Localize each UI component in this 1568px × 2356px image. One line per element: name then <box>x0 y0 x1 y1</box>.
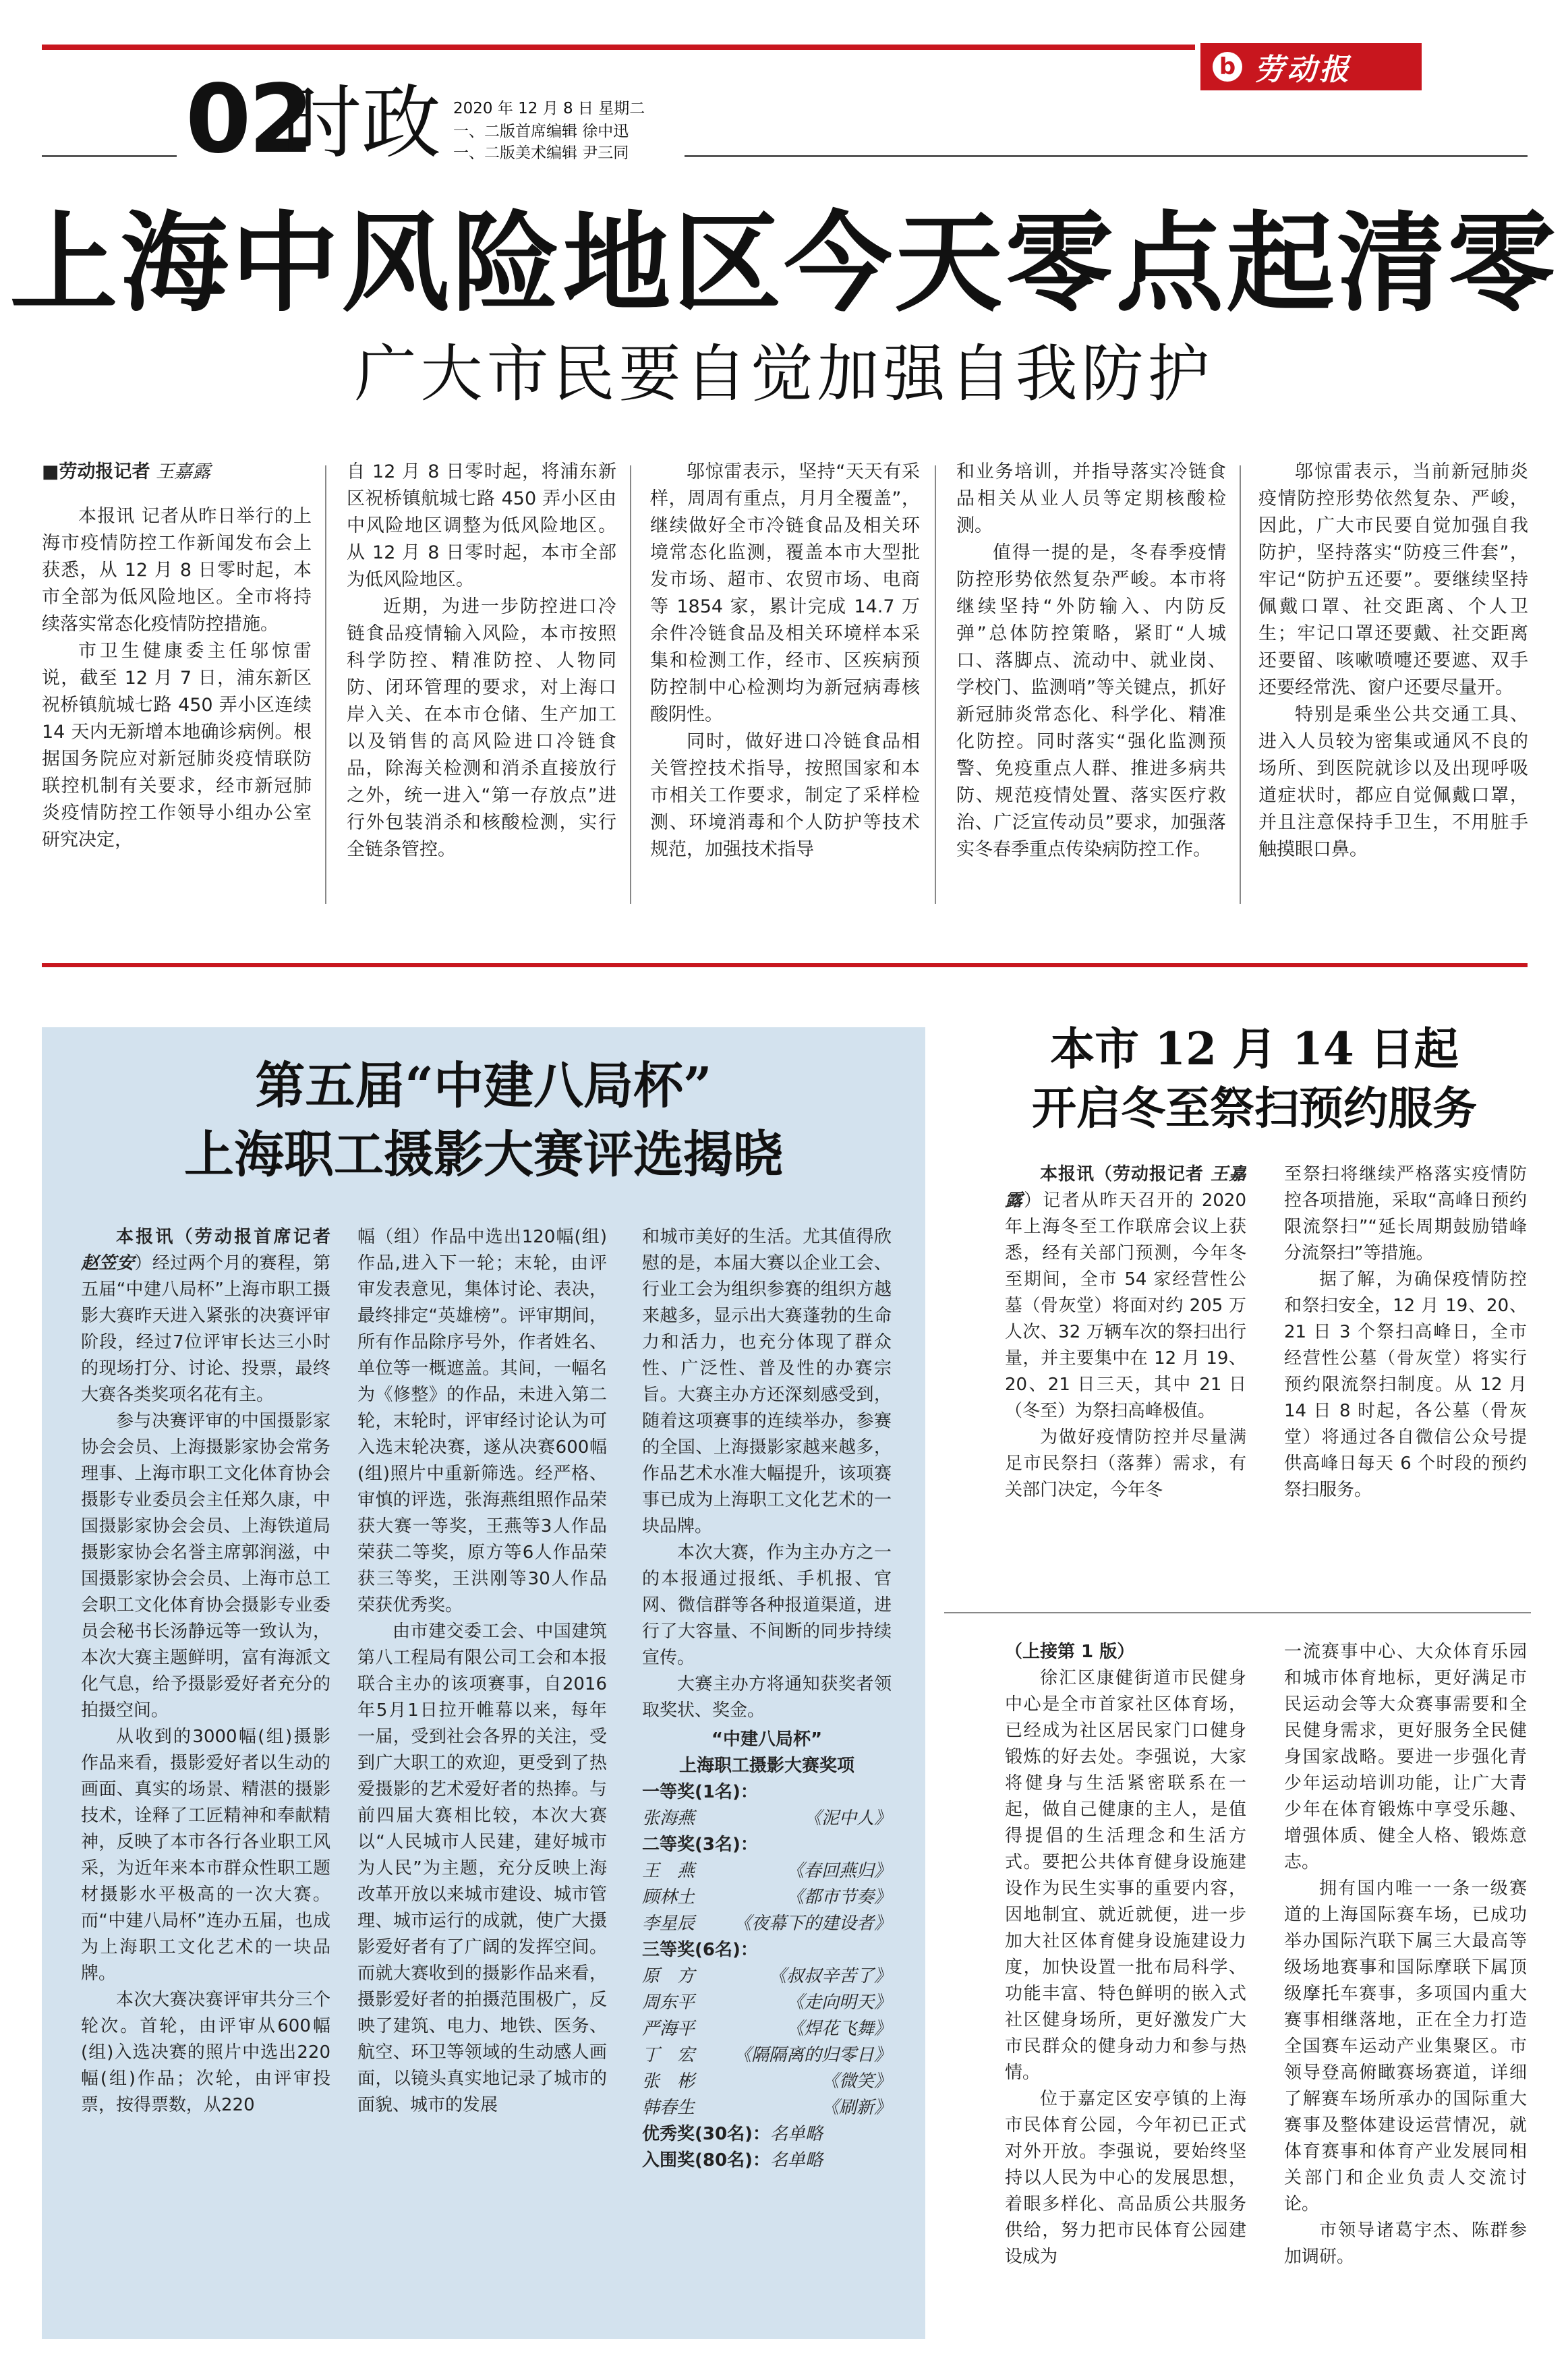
award-entry: 王 燕 《春回燕归》 <box>642 1861 892 1881</box>
photo-col-1-p1: 本报讯（劳动报首席记者 赵笠安）经过两个月的赛程，第五届“中建八局杯”上海市职工摄影大赛昨天进入紧张的决赛评审阶段，经过7位评审长达三小时的现场打分、讨论、投票，最终大赛各类奖项名花有主。 <box>81 1227 330 1405</box>
logo-text: 劳动报 <box>1254 53 1352 87</box>
lead-col-5-p2: 特别是乘坐公共交通工具、进入人员较为密集或通风不良的场所、到医院就诊以及出现呼吸道症状时，都应自觉佩戴口罩，并且注意保持手卫生，不用脏手触摸眼口鼻。 <box>1258 704 1528 860</box>
entry-prize: 入围奖(80名)：名单略 <box>642 2150 823 2171</box>
award-entry: 严海平 《焊花飞舞》 <box>642 2019 892 2039</box>
award-entry: 韩春生 《刷新》 <box>642 2098 892 2118</box>
sports-col-1-p2: 位于嘉定区安亭镇的上海市民体育公园，今年初已正式对外开放。李强说，要始终坚持以人民为中心的发展思想，着眼多样化、高品质公共服务供给，努力把市民体育公园建设成为 <box>1005 2089 1246 2267</box>
first-prize-label: 一等奖(1名)： <box>642 1782 758 1802</box>
tomb-col-2-p1: 至祭扫将继续严格落实疫情防控各项措施，采取“高峰日预约限流祭扫”“延长周期鼓励错峰分流祭扫”等措施。 <box>1284 1164 1527 1263</box>
photo-col-1-p3: 从收到的3000幅(组)摄影作品来看，摄影爱好者以生动的画面、真实的场景、精湛的摄影技术，诠释了工匠精神和奉献精神，反映了本市各行各业职工风采，为近年来本市群众性职工题材摄影水平极高的一次大赛。而“中建八局杯”连办五届，也成为上海职工文化艺术的一块品牌。 <box>81 1727 330 1984</box>
lead-sep-2 <box>630 465 631 904</box>
lead-col-1-p1: 本报讯 记者从昨日举行的上海市疫情防控工作新闻发布会上获悉，从 12 月 8 日零时起，本市全部为低风险地区。全市将持续落实常态化疫情防控措施。 <box>42 506 312 635</box>
photo-col-3-p2: 本次大赛，作为主办方之一的本报通过报纸、手机报、官网、微信群等各种报道渠道，进行了大容量、不间断的同步持续宣传。 <box>642 1543 892 1668</box>
photo-col-1-p2: 参与决赛评审的中国摄影家协会会员、上海摄影家协会常务理事、上海市职工文化体育协会摄影专业委员会主任郑久康，中国摄影家协会会员、上海铁道局摄影家协会名誉主席郭润滋，中国摄影家协会会员、上海市总工会职工文化体育协会摄影专业委员会秘书长汤静远等一致认为，本次大赛主题鲜明，富有海派文化气息，给予摄影爱好者充分的拍摄空间。 <box>81 1411 330 1721</box>
third-prize-label: 三等奖(6名)： <box>642 1940 758 1960</box>
chief-editor: 一、二版首席编辑 徐中迅 <box>453 123 629 140</box>
sports-col-2-p3: 市领导诸葛宇杰、陈群参加调研。 <box>1284 2220 1527 2267</box>
award-entry: 周东平 《走向明天》 <box>642 1992 892 2013</box>
lead-col-1 <box>42 459 312 917</box>
award-entry: 原 方 《叔叔辛苦了》 <box>642 1966 892 1986</box>
lead-sep-1 <box>325 465 326 904</box>
tomb-col-2 <box>1284 1161 1527 1607</box>
second-prize-label: 二等奖(3名)： <box>642 1835 758 1855</box>
tomb-col-1-p1: 本报讯（劳动报记者 王嘉露）记者从昨天召开的 2020 年上海冬至工作联席会议上获悉，经有关部门预测，今年冬至期间，全市 54 家经营性公墓（骨灰堂）将面对约 205 万人次、32 万辆车次的祭扫出行量，并主要集中在 12 月 19、20、21 日三天，其中 21 日（冬至）为祭扫高峰极值。 <box>1005 1164 1246 1421</box>
section-name: 时政 <box>282 76 442 169</box>
logo-mark-icon: b <box>1213 52 1242 82</box>
tomb-col-2-p2: 据了解，为确保疫情防控和祭扫安全，12 月 19、20、21 日 3 个祭扫高峰日，全市经营性公墓（骨灰堂）将实行预约限流祭扫制度。从 12 月 14 日 8 时起，各公墓（骨灰堂）将通过各自微信公众号提供高峰日每天 6 个时段的预约祭扫服务。 <box>1284 1269 1527 1500</box>
mid-red-rule <box>42 963 1528 967</box>
award-entry: 丁 宏 《隔隔离的归零日》 <box>642 2045 892 2065</box>
photo-col-1 <box>81 1224 330 2330</box>
lead-col-5 <box>1258 459 1528 917</box>
lead-col-4-p1: 和业务培训，并指导落实冷链食品相关从业人员等定期核酸检测。 <box>956 461 1226 536</box>
issue-date: 2020 年 12 月 8 日 星期二 <box>453 100 645 117</box>
sports-col-2-p2: 拥有国内唯一一条一级赛道的上海国际赛车场，已成功举办国际汽联下属三大最高等级场地赛事和国际摩联下属顶级摩托车赛事，多项国内重大赛事相继落地，正在全力打造全国赛车运动产业集聚区。市领导登高俯瞰赛场赛道，详细了解赛车场所承办的国际重大赛事及整体建设运营情况，就体育赛事和体育产业发展同相关部门和企业负责人交流讨论。 <box>1284 1878 1527 2214</box>
lead-col-2-p1: 自 12 月 8 日零时起，将浦东新区祝桥镇航城七路 450 弄小区由中风险地区调整为低风险地区。从 12 月 8 日零时起，本市全部为低风险地区。 <box>347 461 616 590</box>
section-number: 02 <box>185 65 312 175</box>
photo-col-1-p4: 本次大赛决赛评审共分三个轮次。首轮，由评审从600幅(组)入选决赛的照片中选出220幅(组)作品；次轮，由评审投票，按得票数，从220 <box>81 1990 330 2115</box>
lead-col-4 <box>956 459 1226 917</box>
photo-title-line-2: 上海职工摄影大赛评选揭晓 <box>184 1126 783 1184</box>
main-headline: 上海中风险地区今天零点起清零 <box>9 200 1559 326</box>
award-entry: 张海燕 《泥中人》 <box>642 1808 892 1829</box>
excellent-prize: 优秀奖(30名)：名单略 <box>642 2124 823 2144</box>
continuation-label: （上接第 1 版） <box>1005 1642 1135 1662</box>
photo-col-2-p2: 由市建交委工会、中国建筑第八工程局有限公司工会和本报联合主办的该项赛事，自2016年5月1日拉开帷幕以来，每年一届，受到社会各界的关注，受到广大职工的欢迎，更受到了热爱摄影的艺术爱好者的热捧。与前四届大赛相比较，本次大赛以“人民城市人民建，建好城市为人民”为主题，充分反映上海改革开放以来城市建设、城市管理、城市运行的成就，使广大摄影爱好者有了广阔的发挥空间。而就大赛收到的摄影作品来看，摄影爱好者的拍摄范围极广，反映了建筑、电力、地铁、医务、航空、环卫等领域的生动感人画面，以镜头真实地记录了城市的面貌、城市的发展 <box>357 1621 607 2115</box>
photo-col-3-p3: 大赛主办方将通知获奖者领取奖状、奖金。 <box>642 1674 892 1721</box>
newspaper-logo <box>1200 43 1422 90</box>
photo-title-line-1: 第五届“中建八局杯” <box>255 1057 712 1115</box>
lead-col-3-p2: 同时，做好进口冷链食品相关管控技术指导，按照国家和本市相关工作要求，制定了采样检测、环境消毒和个人防护等技术规范，加强技术指导 <box>650 731 920 860</box>
lead-col-5-p1: 邬惊雷表示，当前新冠肺炎疫情防控形势依然复杂、严峻，因此，广大市民要自觉加强自我防护，坚持落实“防疫三件套”，牢记“防护五还要”。要继续坚持佩戴口罩、社交距离、个人卫生；牢记口罩还要戴、社交距离还要留、咳嗽喷嚏还要遮、双手还要经常洗、窗户还要尽量开。 <box>1258 461 1528 698</box>
lead-col-4-p2: 值得一提的是，冬春季疫情防控形势依然复杂严峻。本市将继续坚持“外防输入、内防反弹”总体防控策略，紧盯“人城口、落脚点、流动中、就业岗、学校门、监测哨”等关键点，抓好新冠肺炎常态化、科学化、精准化防控。同时落实“强化监测预警、免疫重点人群、推进多病共防、规范疫情处置、落实医疗救治、广泛宣传动员”要求，加强落实冬春季重点传染病防控工作。 <box>956 542 1226 860</box>
lead-col-3-p1: 邬惊雷表示，坚持“天天有采样，周周有重点，月月全覆盖”，继续做好全市冷链食品及相关环境常态化监测，覆盖本市大型批发市场、超市、农贸市场、电商等 1854 家，累计完成 14.7 万余件冷链食品及相关环境样本采集和检测工作，经市、区疾病预防控制中心检测均为新冠病毒核酸阴性。 <box>650 461 920 725</box>
photo-col-3-p1: 和城市美好的生活。尤其值得欣慰的是，本届大赛以企业工会、行业工会为组织参赛的组织方越来越多，显示出大赛蓬勃的生命力和活力，也充分体现了群众性、广泛性、普及性的办赛宗旨。大赛主办方还深刻感受到，随着这项赛事的连续举办，参赛的全国、上海摄影家越来越多，作品艺术水准大幅提升，该项赛事已成为上海职工文化艺术的一块品牌。 <box>642 1227 892 1536</box>
award-entry: 张 彬 《微笑》 <box>642 2071 892 2092</box>
sports-col-2 <box>1284 1639 1527 2340</box>
awards-title-1: “中建八局杯” <box>711 1729 823 1750</box>
awards-list <box>642 1727 892 2174</box>
lead-col-2-p2: 近期，为进一步防控进口冷链食品疫情输入风险，本市按照科学防控、精准防控、人物同防、闭环管理的要求，对上海口岸入关、在本市仓储、生产加工以及销售的高风险进口冷链食品，除海关检测和消杀直接放行之外，统一进入“第一存放点”进行外包装消杀和核酸检测，实行全链条管控。 <box>347 596 616 860</box>
lead-sep-4 <box>1240 465 1241 904</box>
award-entry: 李星辰 《夜幕下的建设者》 <box>642 1914 892 1934</box>
section-rule-left <box>42 155 177 157</box>
photo-col-3 <box>642 1224 892 2330</box>
awards-title-2: 上海职工摄影大赛奖项 <box>678 1756 854 1776</box>
award-entry: 顾林土 《都市节奏》 <box>642 1887 892 1907</box>
tomb-col-1-p2: 为做好疫情防控并尽量满足市民祭扫（落葬）需求，有关部门决定，今年冬 <box>1005 1427 1246 1500</box>
sports-col-1 <box>1005 1639 1246 2340</box>
lead-col-2 <box>347 459 616 917</box>
art-editor: 一、二版美术编辑 尹三同 <box>453 144 629 162</box>
right-divider <box>944 1612 1531 1613</box>
sub-headline: 广大市民要自觉加强自我防护 <box>354 338 1214 410</box>
tomb-title-line-2: 开启冬至祭扫预约服务 <box>1032 1082 1477 1134</box>
photo-col-2 <box>357 1224 607 2330</box>
tomb-title-line-1: 本市 12 月 14 日起 <box>1050 1023 1459 1075</box>
sports-col-1-p1: 徐汇区康健街道市民健身中心是全市首家社区体育场，已经成为社区居民家门口健身锻炼的好去处。李强说，大家将健身与生活紧密联系在一起，做自己健康的主人，是值得提倡的生活理念和生活方式。要把公共体育健身设施建设作为民生实事的重要内容，因地制宜、就近就便，进一步加大社区体育健身设施建设力度，加快设置一批布局科学、功能丰富、特色鲜明的嵌入式社区健身场所，更好激发广大市民群众的健身动力和参与热情。 <box>1005 1668 1246 2083</box>
section-rule-right <box>685 155 1528 157</box>
top-red-rule <box>42 45 1195 50</box>
sports-col-2-p1: 一流赛事中心、大众体育乐园和城市体育地标，更好满足市民运动会等大众赛事需要和全民健身需求，更好服务全民健身国家战略。要进一步强化青少年运动培训功能，让广大青少年在体育锻炼中享受乐趣、增强体质、健全人格、锻炼意志。 <box>1284 1642 1527 1872</box>
lead-byline: ■劳动报记者 王嘉露 <box>42 461 211 482</box>
lead-sep-3 <box>935 465 936 904</box>
lead-col-1-p2: 市卫生健康委主任邬惊雷说，截至 12 月 7 日，浦东新区祝桥镇航城七路 450 弄小区连续 14 天内无新增本地确诊病例。根据国务院应对新冠肺炎疫情联防联控机制有关要求，经市新冠肺炎疫情防控工作领导小组办公室研究决定， <box>42 641 312 851</box>
tomb-col-1 <box>1005 1161 1246 1607</box>
photo-col-2-p1: 幅（组）作品中选出120幅(组)作品,进入下一轮；末轮，由评审发表意见，集体讨论、表决，最终排定“英雄榜”。评审期间，所有作品除序号外，作者姓名、单位等一概遮盖。其间，一幅名为《修整》的作品，未进入第二轮，末轮时，评审经讨论认为可入选末轮决赛，遂从决赛600幅(组)照片中重新筛选。经严格、审慎的评选，张海燕组照作品荣获大赛一等奖，王燕等3人作品荣获二等奖，原方等6人作品荣获三等奖，王洪刚等30人作品荣获优秀奖。 <box>357 1227 607 1615</box>
lead-col-3 <box>650 459 920 917</box>
